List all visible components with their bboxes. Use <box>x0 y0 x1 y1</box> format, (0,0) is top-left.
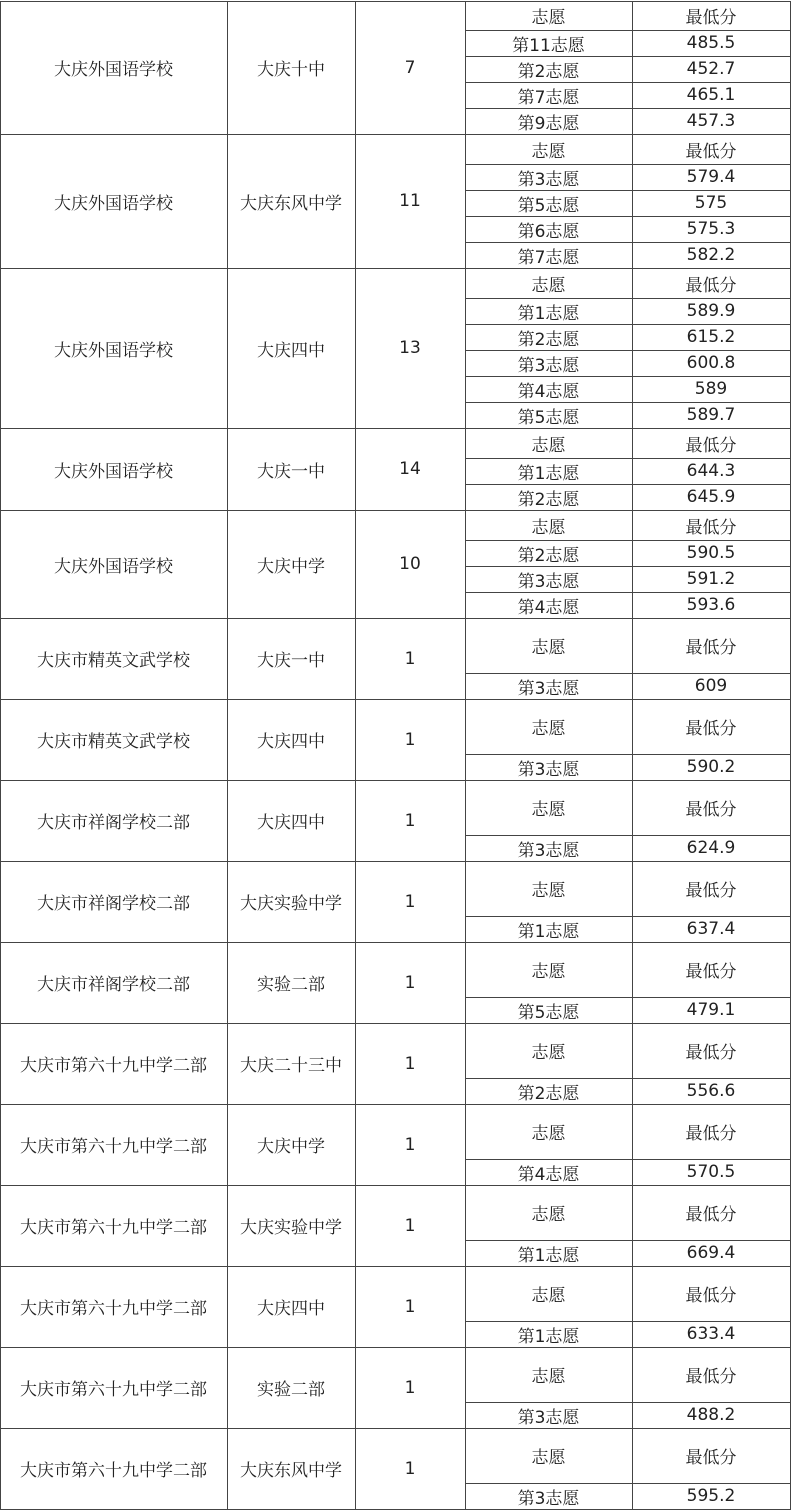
min-score-cell: 633.4 <box>686 1324 736 1344</box>
min-score-cell: 575.3 <box>686 219 736 239</box>
target-school-cell: 大庆东风中学 <box>240 1461 342 1481</box>
min-score-header: 最低分 <box>685 1448 737 1468</box>
row-border <box>465 754 791 755</box>
row-border <box>465 402 791 403</box>
min-score-cell: 595.2 <box>686 1486 736 1506</box>
min-score-header: 最低分 <box>685 962 737 982</box>
row-border <box>465 540 791 541</box>
choice-header: 志愿 <box>531 638 566 658</box>
group-border <box>0 780 791 781</box>
column-border <box>790 1 791 1510</box>
min-score-cell: 582.2 <box>686 245 736 265</box>
school-cell: 大庆市第六十九中学二部 <box>20 1299 207 1319</box>
min-score-cell: 615.2 <box>686 327 736 347</box>
school-cell: 大庆市精英文武学校 <box>37 732 190 752</box>
choice-cell: 第7志愿 <box>517 87 580 108</box>
min-score-cell: 488.2 <box>686 1405 736 1425</box>
row-border <box>465 1078 791 1079</box>
target-school-cell: 大庆四中 <box>257 732 325 752</box>
school-cell: 大庆市第六十九中学二部 <box>20 1218 207 1238</box>
min-score-cell: 570.5 <box>686 1162 736 1182</box>
choice-header: 志愿 <box>531 719 566 739</box>
group-border <box>0 510 791 511</box>
target-school-cell: 大庆一中 <box>257 651 325 671</box>
count-cell: 1 <box>404 648 416 669</box>
min-score-header: 最低分 <box>685 719 737 739</box>
choice-cell: 第9志愿 <box>517 113 580 134</box>
choice-header: 志愿 <box>531 517 566 538</box>
choice-cell: 第1志愿 <box>517 1245 580 1266</box>
target-school-cell: 大庆十中 <box>257 60 325 80</box>
choice-cell: 第3志愿 <box>517 169 580 190</box>
min-score-cell: 589 <box>694 379 728 399</box>
row-border <box>465 350 791 351</box>
school-cell: 大庆市第六十九中学二部 <box>20 1056 207 1076</box>
min-score-cell: 591.2 <box>686 569 736 589</box>
row-border <box>465 164 791 165</box>
school-cell: 大庆市祥阁学校二部 <box>37 894 190 914</box>
group-border <box>0 1185 791 1186</box>
min-score-header: 最低分 <box>685 881 737 901</box>
group-border <box>0 268 791 269</box>
count-cell: 1 <box>404 891 416 912</box>
min-score-header: 最低分 <box>685 8 737 28</box>
choice-cell: 第1志愿 <box>517 921 580 942</box>
target-school-cell: 实验二部 <box>257 975 325 995</box>
row-border <box>465 835 791 836</box>
count-cell: 13 <box>399 338 421 358</box>
row-border <box>465 1483 791 1484</box>
choice-cell: 第4志愿 <box>517 597 580 618</box>
choice-cell: 第5志愿 <box>517 407 580 428</box>
choice-cell: 第2志愿 <box>517 545 580 566</box>
choice-cell: 第5志愿 <box>517 195 580 216</box>
choice-cell: 第2志愿 <box>517 1083 580 1104</box>
count-cell: 1 <box>404 1215 416 1236</box>
choice-header: 志愿 <box>531 1367 566 1387</box>
row-border <box>465 1321 791 1322</box>
target-school-cell: 大庆中学 <box>257 1137 325 1157</box>
min-score-cell: 637.4 <box>686 919 736 939</box>
choice-cell: 第7志愿 <box>517 247 580 268</box>
row-border <box>465 190 791 191</box>
row-border <box>465 376 791 377</box>
school-cell: 大庆市祥阁学校二部 <box>37 975 190 995</box>
group-border <box>0 1428 791 1429</box>
group-border <box>0 1347 791 1348</box>
choice-cell: 第3志愿 <box>517 1488 580 1509</box>
row-border <box>465 592 791 593</box>
choice-cell: 第2志愿 <box>517 329 580 350</box>
choice-header: 志愿 <box>531 1286 566 1306</box>
target-school-cell: 大庆二十三中 <box>240 1056 342 1076</box>
choice-cell: 第2志愿 <box>517 489 580 510</box>
count-cell: 10 <box>399 554 421 574</box>
row-border <box>465 324 791 325</box>
count-cell: 14 <box>399 459 421 479</box>
count-cell: 1 <box>404 972 416 993</box>
school-cell: 大庆外国语学校 <box>54 193 173 214</box>
min-score-cell: 579.4 <box>686 167 736 187</box>
choice-cell: 第11志愿 <box>512 35 585 56</box>
school-cell: 大庆外国语学校 <box>54 60 173 80</box>
count-cell: 1 <box>404 1296 416 1317</box>
choice-cell: 第3志愿 <box>517 571 580 592</box>
min-score-header: 最低分 <box>685 141 737 162</box>
choice-header: 志愿 <box>531 1043 566 1063</box>
target-school-cell: 大庆实验中学 <box>240 894 342 914</box>
row-border <box>465 997 791 998</box>
row-border <box>465 56 791 57</box>
school-cell: 大庆市第六十九中学二部 <box>20 1137 207 1157</box>
choice-cell: 第4志愿 <box>517 1164 580 1185</box>
min-score-header: 最低分 <box>685 275 737 296</box>
column-border <box>465 1 466 1510</box>
table-bottom-border <box>0 1509 791 1510</box>
target-school-cell: 大庆东风中学 <box>240 193 342 214</box>
min-score-cell: 645.9 <box>686 487 736 507</box>
choice-cell: 第3志愿 <box>517 1407 580 1428</box>
row-border <box>465 673 791 674</box>
row-border <box>465 216 791 217</box>
count-cell: 1 <box>404 1458 416 1479</box>
row-border <box>465 458 791 459</box>
choice-header: 志愿 <box>531 8 566 28</box>
choice-header: 志愿 <box>531 275 566 296</box>
min-score-cell: 624.9 <box>686 838 736 858</box>
row-border <box>465 916 791 917</box>
group-border <box>0 1023 791 1024</box>
count-cell: 1 <box>404 1134 416 1155</box>
row-border <box>465 108 791 109</box>
school-cell: 大庆市祥阁学校二部 <box>37 813 190 833</box>
row-border <box>465 298 791 299</box>
row-border <box>465 1240 791 1241</box>
choice-header: 志愿 <box>531 1205 566 1225</box>
min-score-cell: 556.6 <box>686 1081 736 1101</box>
target-school-cell: 实验二部 <box>257 1380 325 1400</box>
choice-header: 志愿 <box>531 1124 566 1144</box>
group-border <box>0 1 791 2</box>
count-cell: 1 <box>404 1053 416 1074</box>
min-score-cell: 669.4 <box>686 1243 736 1263</box>
min-score-header: 最低分 <box>685 1205 737 1225</box>
choice-header: 志愿 <box>531 435 566 456</box>
min-score-header: 最低分 <box>685 435 737 456</box>
choice-cell: 第3志愿 <box>517 678 580 699</box>
min-score-cell: 593.6 <box>686 595 736 615</box>
choice-cell: 第3志愿 <box>517 355 580 376</box>
target-school-cell: 大庆一中 <box>257 461 325 482</box>
choice-cell: 第2志愿 <box>517 61 580 82</box>
choice-cell: 第1志愿 <box>517 463 580 484</box>
count-cell: 1 <box>404 1377 416 1398</box>
choice-header: 志愿 <box>531 1448 566 1468</box>
row-border <box>465 30 791 31</box>
group-border <box>0 1266 791 1267</box>
min-score-cell: 452.7 <box>686 59 736 79</box>
column-border <box>355 1 356 1510</box>
target-school-cell: 大庆四中 <box>257 813 325 833</box>
row-border <box>465 566 791 567</box>
count-cell: 1 <box>404 810 416 831</box>
row-border <box>465 242 791 243</box>
min-score-cell: 590.2 <box>686 757 736 777</box>
school-cell: 大庆市第六十九中学二部 <box>20 1380 207 1400</box>
min-score-header: 最低分 <box>685 638 737 658</box>
count-cell: 7 <box>404 57 416 78</box>
choice-header: 志愿 <box>531 800 566 820</box>
target-school-cell: 大庆四中 <box>257 340 325 361</box>
column-border <box>227 1 228 1510</box>
choice-cell: 第6志愿 <box>517 221 580 242</box>
min-score-cell: 479.1 <box>686 1000 736 1020</box>
min-score-cell: 575 <box>694 193 728 213</box>
choice-cell: 第1志愿 <box>517 303 580 324</box>
group-border <box>0 134 791 135</box>
min-score-cell: 609 <box>694 676 728 696</box>
min-score-cell: 465.1 <box>686 85 736 105</box>
count-cell: 1 <box>404 729 416 750</box>
school-cell: 大庆外国语学校 <box>54 340 173 361</box>
min-score-header: 最低分 <box>685 1286 737 1306</box>
min-score-cell: 457.3 <box>686 111 736 131</box>
row-border <box>465 82 791 83</box>
min-score-cell: 589.7 <box>686 405 736 425</box>
choice-header: 志愿 <box>531 141 566 162</box>
school-cell: 大庆市第六十九中学二部 <box>20 1461 207 1481</box>
choice-cell: 第5志愿 <box>517 1002 580 1023</box>
min-score-cell: 590.5 <box>686 543 736 563</box>
row-border <box>465 484 791 485</box>
school-cell: 大庆外国语学校 <box>54 556 173 577</box>
target-school-cell: 大庆四中 <box>257 1299 325 1319</box>
min-score-cell: 644.3 <box>686 461 736 481</box>
choice-cell: 第3志愿 <box>517 759 580 780</box>
min-score-cell: 600.8 <box>686 353 736 373</box>
min-score-header: 最低分 <box>685 1043 737 1063</box>
group-border <box>0 861 791 862</box>
group-border <box>0 942 791 943</box>
group-border <box>0 1104 791 1105</box>
choice-cell: 第3志愿 <box>517 840 580 861</box>
row-border <box>465 1159 791 1160</box>
min-score-cell: 589.9 <box>686 301 736 321</box>
school-cell: 大庆市精英文武学校 <box>37 651 190 671</box>
min-score-header: 最低分 <box>685 1124 737 1144</box>
group-border <box>0 618 791 619</box>
row-border <box>465 1402 791 1403</box>
group-border <box>0 699 791 700</box>
choice-cell: 第1志愿 <box>517 1326 580 1347</box>
min-score-header: 最低分 <box>685 1367 737 1387</box>
target-school-cell: 大庆实验中学 <box>240 1218 342 1238</box>
group-border <box>0 428 791 429</box>
choice-cell: 第4志愿 <box>517 381 580 402</box>
choice-header: 志愿 <box>531 962 566 982</box>
count-cell: 11 <box>399 191 421 211</box>
choice-header: 志愿 <box>531 881 566 901</box>
target-school-cell: 大庆中学 <box>257 556 325 577</box>
school-cell: 大庆外国语学校 <box>54 461 173 482</box>
column-border <box>0 1 1 1510</box>
min-score-header: 最低分 <box>685 800 737 820</box>
min-score-cell: 485.5 <box>686 33 736 53</box>
column-border <box>632 1 633 1510</box>
min-score-header: 最低分 <box>685 517 737 538</box>
